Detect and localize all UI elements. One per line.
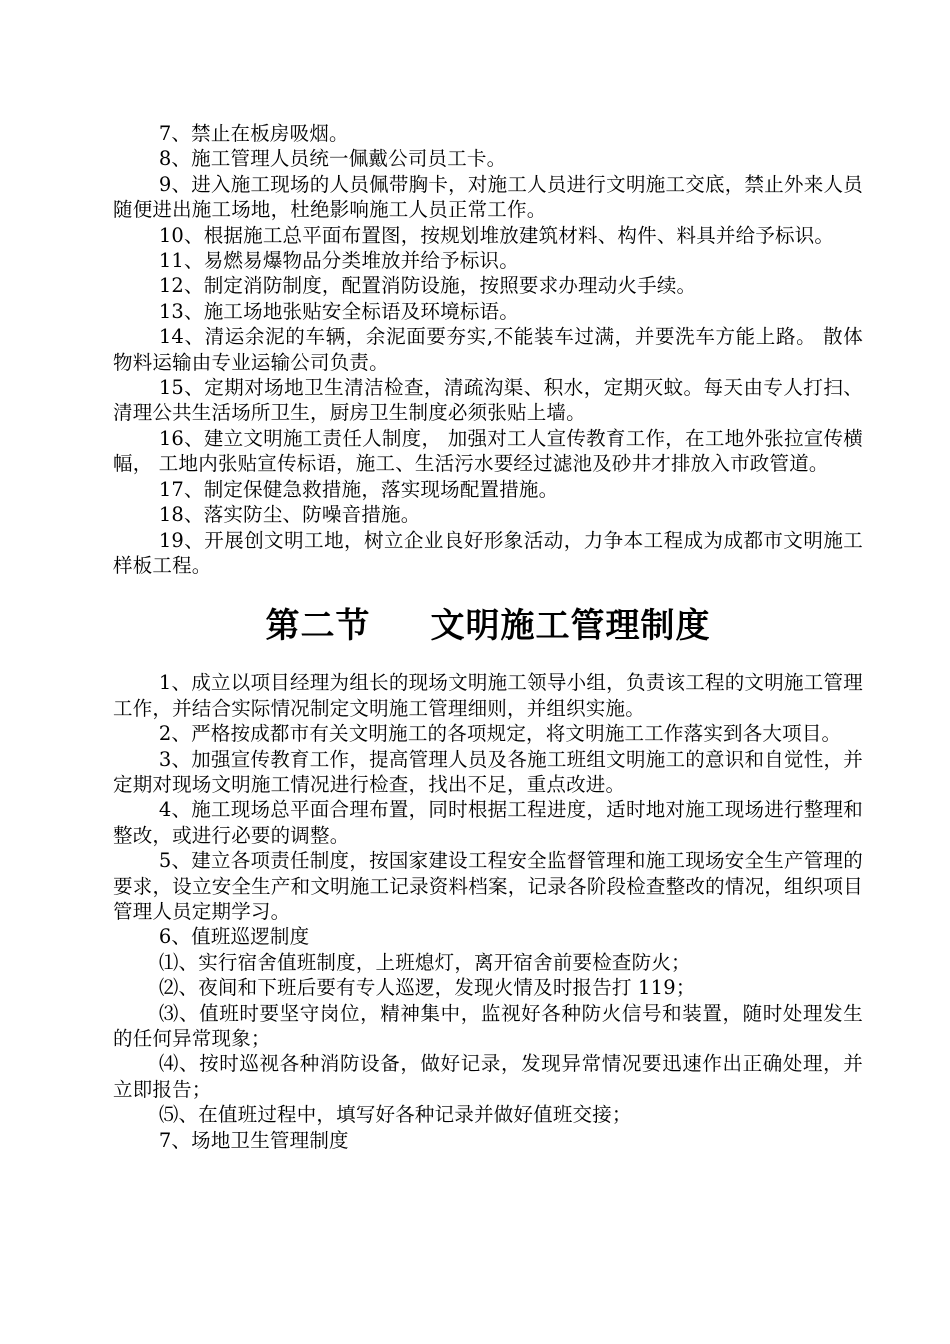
section2-subitem-2: ⑵、夜间和下班后要有专人巡逻，发现火情及时报告打 119；: [158, 976, 696, 1000]
rule-item-8: 8、施工管理人员统一佩戴公司员工卡。: [158, 147, 507, 171]
rule-item-15: 15、定期对场地卫生清洁检查，清疏沟渠、积水，定期灭蚊。每天由专人打扫、 清理公共生活场所卫生，厨房卫生制度必须张贴上墙。: [113, 376, 863, 425]
rule-item-12: 12、制定消防制度，配置消防设施，按照要求办理动火手续。: [158, 274, 697, 298]
section2-item-7: 7、场地卫生管理制度: [158, 1128, 349, 1152]
section2-item-5: 5、建立各项责任制度，按国家建设工程安全监督管理和施工现场安全生产管理的要求，设立安全生产和文明施工记录资料档案，记录各阶段检查整改的情况，组织项目管理人员定期学习。: [113, 849, 863, 923]
section2-subitem-4: ⑷、按时巡视各种消防设备，做好记录，发现异常情况要迅速作出正确处理，并立即报告；: [113, 1052, 863, 1101]
section1-rules-list: [113, 121, 863, 578]
rule-item-7: 7、禁止在板房吸烟。: [158, 122, 349, 145]
section2-item-2: 2、严格按成都市有关文明施工的各项规定，将文明施工工作落实到各大项目。: [158, 722, 842, 746]
section-heading: [113, 604, 863, 648]
rule-item-11: 11、易燃易爆物品分类堆放并给予标识。: [158, 249, 519, 273]
section2-subitem-3: ⑶、值班时要坚守岗位，精神集中，监视好各种防火信号和装置，随时处理发生的任何异常现象；: [113, 1001, 863, 1050]
rule-item-9: 9、进入施工现场的人员佩带胸卡，对施工人员进行文明施工交底，禁止外来人员随便进出施工场地，杜绝影响施工人员正常工作。: [113, 172, 863, 222]
rule-item-19: 19、开展创文明工地，树立企业良好形象活动，力争本工程成为成都市文明施工样板工程。: [113, 528, 863, 577]
section2-item-4: 4、施工现场总平面合理布置，同时根据工程进度，适时地对施工现场进行整理和整改，或进行必要的调整。: [113, 798, 863, 847]
document-page: [113, 121, 863, 1153]
section-number: 第二节: [265, 606, 371, 647]
section2-subitem-1: ⑴、实行宿舍值班制度，上班熄灯，离开宿舍前要检查防火；: [158, 950, 691, 974]
rule-item-17: 17、制定保健急救措施，落实现场配置措施。: [158, 477, 559, 501]
section2-item-6: 6、值班巡逻制度: [158, 925, 310, 949]
section2-subitem-5: ⑸、在值班过程中，填写好各种记录并做好值班交接；: [158, 1103, 632, 1127]
rule-item-16: 16、建立文明施工责任人制度， 加强对工人宣传教育工作，在工地外张拉宣传横幅， 工地内张贴宣传标语，施工、生活污水要经过滤池及砂井才排放入市政管道。: [113, 426, 863, 476]
section-title: 文明施工管理制度: [430, 606, 711, 647]
rule-item-18: 18、落实防尘、防噪音措施。: [158, 503, 421, 527]
section2-item-3: 3、加强宣传教育工作，提高管理人员及各施工班组文明施工的意识和自觉性，并定期对现场文明施工情况进行检查，找出不足，重点改进。: [113, 747, 863, 796]
rule-item-13: 13、施工场地张贴安全标语及环境标语。: [158, 299, 519, 323]
rule-item-10: 10、根据施工总平面布置图，按规划堆放建筑材料、构件、料具并给予标识。: [158, 223, 835, 247]
rule-item-14: 14、清运余泥的车辆，余泥面要夯实,不能装车过满，并要洗车方能上路。 散体物料运输由专业运输公司负责。: [113, 325, 863, 374]
section2-item-1: 1、成立以项目经理为组长的现场文明施工领导小组，负责该工程的文明施工管理工作，并结合实际情况制定文明施工管理细则，并组织实施。: [113, 671, 863, 720]
section2-rules-list: [113, 670, 863, 1153]
